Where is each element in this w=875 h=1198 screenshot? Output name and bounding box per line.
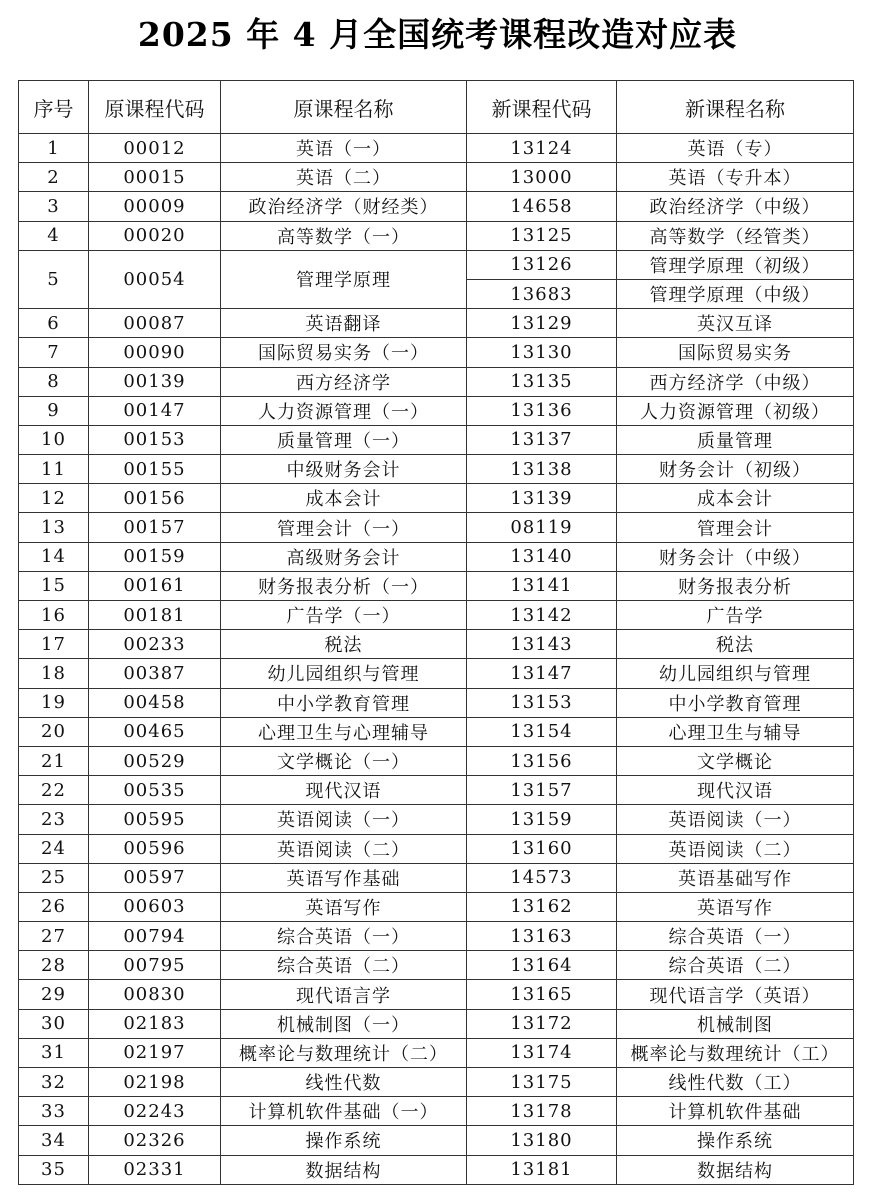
new-course-name: 管理会计 xyxy=(617,513,854,542)
row-index: 1 xyxy=(19,134,89,163)
new-course-name: 政治经济学（中级） xyxy=(617,192,854,221)
row-index: 10 xyxy=(19,425,89,454)
new-course-code: 13165 xyxy=(467,980,617,1009)
row-index: 25 xyxy=(19,863,89,892)
old-course-name: 现代汉语 xyxy=(221,776,467,805)
old-course-code: 02243 xyxy=(89,1097,221,1126)
old-course-name: 中级财务会计 xyxy=(221,455,467,484)
new-course-name: 机械制图 xyxy=(617,1009,854,1038)
new-course-name: 英语（专升本） xyxy=(617,163,854,192)
new-course-name: 财务会计（初级） xyxy=(617,455,854,484)
table-row xyxy=(19,221,854,250)
new-course-code: 13136 xyxy=(467,396,617,425)
table-row xyxy=(19,746,854,775)
new-course-code: 13139 xyxy=(467,484,617,513)
row-index: 4 xyxy=(19,221,89,250)
row-index: 6 xyxy=(19,309,89,338)
header-new-name: 新课程名称 xyxy=(617,81,854,134)
table-row xyxy=(19,863,854,892)
old-course-name: 成本会计 xyxy=(221,484,467,513)
old-course-code: 00603 xyxy=(89,892,221,921)
new-course-code: 13160 xyxy=(467,834,617,863)
new-course-code: 13126 xyxy=(467,250,617,279)
new-course-name: 广告学 xyxy=(617,601,854,630)
row-index: 9 xyxy=(19,396,89,425)
old-course-code: 00009 xyxy=(89,192,221,221)
old-course-code: 00465 xyxy=(89,717,221,746)
row-index: 16 xyxy=(19,601,89,630)
new-course-name: 英汉互译 xyxy=(617,309,854,338)
course-mapping-table xyxy=(18,80,854,1185)
row-index: 12 xyxy=(19,484,89,513)
table-row xyxy=(19,484,854,513)
old-course-name: 税法 xyxy=(221,630,467,659)
old-course-name: 英语写作基础 xyxy=(221,863,467,892)
new-course-name: 国际贸易实务 xyxy=(617,338,854,367)
new-course-code: 08119 xyxy=(467,513,617,542)
old-course-code: 00090 xyxy=(89,338,221,367)
old-course-code: 00535 xyxy=(89,776,221,805)
table-row xyxy=(19,630,854,659)
old-course-name: 国际贸易实务（一） xyxy=(221,338,467,367)
new-course-code: 14658 xyxy=(467,192,617,221)
old-course-name: 综合英语（二） xyxy=(221,951,467,980)
new-course-name: 税法 xyxy=(617,630,854,659)
new-course-code: 13154 xyxy=(467,717,617,746)
new-course-code: 13138 xyxy=(467,455,617,484)
old-course-code: 00597 xyxy=(89,863,221,892)
table-row xyxy=(19,338,854,367)
old-course-code: 02197 xyxy=(89,1038,221,1067)
table-row xyxy=(19,571,854,600)
row-index: 7 xyxy=(19,338,89,367)
old-course-name: 数据结构 xyxy=(221,1155,467,1184)
header-new-code: 新课程代码 xyxy=(467,81,617,134)
new-course-name: 文学概论 xyxy=(617,746,854,775)
table-row xyxy=(19,1009,854,1038)
old-course-name: 英语阅读（一） xyxy=(221,805,467,834)
new-course-code: 13178 xyxy=(467,1097,617,1126)
old-course-code: 00156 xyxy=(89,484,221,513)
new-course-code: 13125 xyxy=(467,221,617,250)
old-course-code: 00015 xyxy=(89,163,221,192)
row-index: 35 xyxy=(19,1155,89,1184)
new-course-code: 13174 xyxy=(467,1038,617,1067)
old-course-name: 高等数学（一） xyxy=(221,221,467,250)
old-course-code: 00794 xyxy=(89,922,221,951)
row-index: 14 xyxy=(19,542,89,571)
old-course-name: 操作系统 xyxy=(221,1126,467,1155)
row-index: 24 xyxy=(19,834,89,863)
old-course-code: 00139 xyxy=(89,367,221,396)
old-course-code: 00087 xyxy=(89,309,221,338)
row-index: 3 xyxy=(19,192,89,221)
page-title: 2025 年 4 月全国统考课程改造对应表 xyxy=(137,15,738,54)
new-course-code: 13180 xyxy=(467,1126,617,1155)
table-body xyxy=(19,134,854,1185)
new-course-name: 成本会计 xyxy=(617,484,854,513)
table-row xyxy=(19,1155,854,1184)
table-row xyxy=(19,250,854,279)
new-course-name: 英语阅读（一） xyxy=(617,805,854,834)
new-course-name: 线性代数（工） xyxy=(617,1068,854,1097)
row-index: 32 xyxy=(19,1068,89,1097)
old-course-code: 00012 xyxy=(89,134,221,163)
new-course-name: 管理学原理（中级） xyxy=(617,279,854,308)
row-index: 13 xyxy=(19,513,89,542)
old-course-code: 00054 xyxy=(89,250,221,308)
old-course-name: 幼儿园组织与管理 xyxy=(221,659,467,688)
row-index: 34 xyxy=(19,1126,89,1155)
old-course-name: 英语（二） xyxy=(221,163,467,192)
new-course-name: 质量管理 xyxy=(617,425,854,454)
new-course-name: 高等数学（经管类） xyxy=(617,221,854,250)
new-course-code: 13130 xyxy=(467,338,617,367)
new-course-code: 13164 xyxy=(467,951,617,980)
old-course-name: 财务报表分析（一） xyxy=(221,571,467,600)
row-index: 8 xyxy=(19,367,89,396)
new-course-name: 现代语言学（英语） xyxy=(617,980,854,1009)
table-row xyxy=(19,542,854,571)
row-index: 23 xyxy=(19,805,89,834)
table-row xyxy=(19,134,854,163)
new-course-code: 13137 xyxy=(467,425,617,454)
table-row xyxy=(19,309,854,338)
table-row xyxy=(19,834,854,863)
new-course-code: 13163 xyxy=(467,922,617,951)
new-course-name: 英语（专） xyxy=(617,134,854,163)
new-course-code: 13172 xyxy=(467,1009,617,1038)
new-course-code: 13175 xyxy=(467,1068,617,1097)
old-course-code: 02183 xyxy=(89,1009,221,1038)
row-index: 30 xyxy=(19,1009,89,1038)
new-course-name: 英语写作 xyxy=(617,892,854,921)
old-course-code: 00147 xyxy=(89,396,221,425)
old-course-code: 00529 xyxy=(89,746,221,775)
table-header-row xyxy=(19,81,854,134)
row-index: 18 xyxy=(19,659,89,688)
table-row xyxy=(19,192,854,221)
table-row xyxy=(19,513,854,542)
old-course-name: 概率论与数理统计（二） xyxy=(221,1038,467,1067)
row-index: 19 xyxy=(19,688,89,717)
new-course-code: 13142 xyxy=(467,601,617,630)
row-index: 15 xyxy=(19,571,89,600)
row-index: 27 xyxy=(19,922,89,951)
new-course-name: 数据结构 xyxy=(617,1155,854,1184)
header-index: 序号 xyxy=(19,81,89,134)
old-course-name: 英语（一） xyxy=(221,134,467,163)
row-index: 33 xyxy=(19,1097,89,1126)
new-course-code: 13147 xyxy=(467,659,617,688)
new-course-code: 13157 xyxy=(467,776,617,805)
old-course-name: 西方经济学 xyxy=(221,367,467,396)
old-course-name: 中小学教育管理 xyxy=(221,688,467,717)
old-course-code: 00458 xyxy=(89,688,221,717)
old-course-name: 人力资源管理（一） xyxy=(221,396,467,425)
old-course-name: 线性代数 xyxy=(221,1068,467,1097)
new-course-name: 中小学教育管理 xyxy=(617,688,854,717)
new-course-code: 13153 xyxy=(467,688,617,717)
new-course-name: 人力资源管理（初级） xyxy=(617,396,854,425)
old-course-code: 02198 xyxy=(89,1068,221,1097)
old-course-name: 广告学（一） xyxy=(221,601,467,630)
row-index: 22 xyxy=(19,776,89,805)
new-course-code: 14573 xyxy=(467,863,617,892)
old-course-code: 00387 xyxy=(89,659,221,688)
new-course-code: 13129 xyxy=(467,309,617,338)
header-old-code: 原课程代码 xyxy=(89,81,221,134)
old-course-name: 现代语言学 xyxy=(221,980,467,1009)
row-index: 20 xyxy=(19,717,89,746)
old-course-code: 02331 xyxy=(89,1155,221,1184)
old-course-name: 英语写作 xyxy=(221,892,467,921)
new-course-name: 计算机软件基础 xyxy=(617,1097,854,1126)
old-course-code: 00595 xyxy=(89,805,221,834)
new-course-name: 英语基础写作 xyxy=(617,863,854,892)
row-index: 21 xyxy=(19,746,89,775)
table-row xyxy=(19,396,854,425)
old-course-name: 文学概论（一） xyxy=(221,746,467,775)
old-course-name: 英语翻译 xyxy=(221,309,467,338)
new-course-name: 综合英语（二） xyxy=(617,951,854,980)
table-row xyxy=(19,367,854,396)
new-course-name: 管理学原理（初级） xyxy=(617,250,854,279)
old-course-name: 管理学原理 xyxy=(221,250,467,308)
new-course-code: 13124 xyxy=(467,134,617,163)
old-course-code: 00153 xyxy=(89,425,221,454)
old-course-name: 高级财务会计 xyxy=(221,542,467,571)
row-index: 29 xyxy=(19,980,89,1009)
new-course-code: 13162 xyxy=(467,892,617,921)
table-row xyxy=(19,922,854,951)
new-course-name: 概率论与数理统计（工） xyxy=(617,1038,854,1067)
old-course-name: 综合英语（一） xyxy=(221,922,467,951)
old-course-code: 00830 xyxy=(89,980,221,1009)
old-course-name: 心理卫生与心理辅导 xyxy=(221,717,467,746)
old-course-code: 00233 xyxy=(89,630,221,659)
table-row xyxy=(19,892,854,921)
new-course-name: 幼儿园组织与管理 xyxy=(617,659,854,688)
new-course-name: 财务报表分析 xyxy=(617,571,854,600)
new-course-code: 13181 xyxy=(467,1155,617,1184)
old-course-code: 00157 xyxy=(89,513,221,542)
old-course-name: 计算机软件基础（一） xyxy=(221,1097,467,1126)
table-row xyxy=(19,951,854,980)
table-row xyxy=(19,659,854,688)
new-course-code: 13141 xyxy=(467,571,617,600)
table-row xyxy=(19,776,854,805)
old-course-name: 质量管理（一） xyxy=(221,425,467,454)
new-course-code: 13000 xyxy=(467,163,617,192)
row-index: 17 xyxy=(19,630,89,659)
new-course-name: 西方经济学（中级） xyxy=(617,367,854,396)
new-course-code: 13140 xyxy=(467,542,617,571)
header-old-name: 原课程名称 xyxy=(221,81,467,134)
table-row xyxy=(19,980,854,1009)
new-course-name: 财务会计（中级） xyxy=(617,542,854,571)
table-row xyxy=(19,688,854,717)
new-course-name: 综合英语（一） xyxy=(617,922,854,951)
table-row xyxy=(19,163,854,192)
new-course-name: 现代汉语 xyxy=(617,776,854,805)
table-row xyxy=(19,1097,854,1126)
table-row xyxy=(19,805,854,834)
old-course-name: 政治经济学（财经类） xyxy=(221,192,467,221)
table-row xyxy=(19,717,854,746)
old-course-code: 00596 xyxy=(89,834,221,863)
row-index: 5 xyxy=(19,250,89,308)
table-row xyxy=(19,1126,854,1155)
old-course-code: 00159 xyxy=(89,542,221,571)
table-row xyxy=(19,1068,854,1097)
new-course-name: 心理卫生与辅导 xyxy=(617,717,854,746)
row-index: 11 xyxy=(19,455,89,484)
new-course-code: 13135 xyxy=(467,367,617,396)
table-row xyxy=(19,425,854,454)
table-row xyxy=(19,455,854,484)
new-course-name: 英语阅读（二） xyxy=(617,834,854,863)
old-course-code: 00161 xyxy=(89,571,221,600)
table-row xyxy=(19,601,854,630)
new-course-code: 13143 xyxy=(467,630,617,659)
row-index: 26 xyxy=(19,892,89,921)
old-course-name: 英语阅读（二） xyxy=(221,834,467,863)
old-course-code: 00020 xyxy=(89,221,221,250)
row-index: 2 xyxy=(19,163,89,192)
old-course-name: 管理会计（一） xyxy=(221,513,467,542)
new-course-code: 13683 xyxy=(467,279,617,308)
new-course-code: 13159 xyxy=(467,805,617,834)
old-course-code: 00181 xyxy=(89,601,221,630)
table-row xyxy=(19,1038,854,1067)
old-course-code: 02326 xyxy=(89,1126,221,1155)
row-index: 28 xyxy=(19,951,89,980)
old-course-code: 00155 xyxy=(89,455,221,484)
row-index: 31 xyxy=(19,1038,89,1067)
old-course-name: 机械制图（一） xyxy=(221,1009,467,1038)
new-course-name: 操作系统 xyxy=(617,1126,854,1155)
old-course-code: 00795 xyxy=(89,951,221,980)
new-course-code: 13156 xyxy=(467,746,617,775)
